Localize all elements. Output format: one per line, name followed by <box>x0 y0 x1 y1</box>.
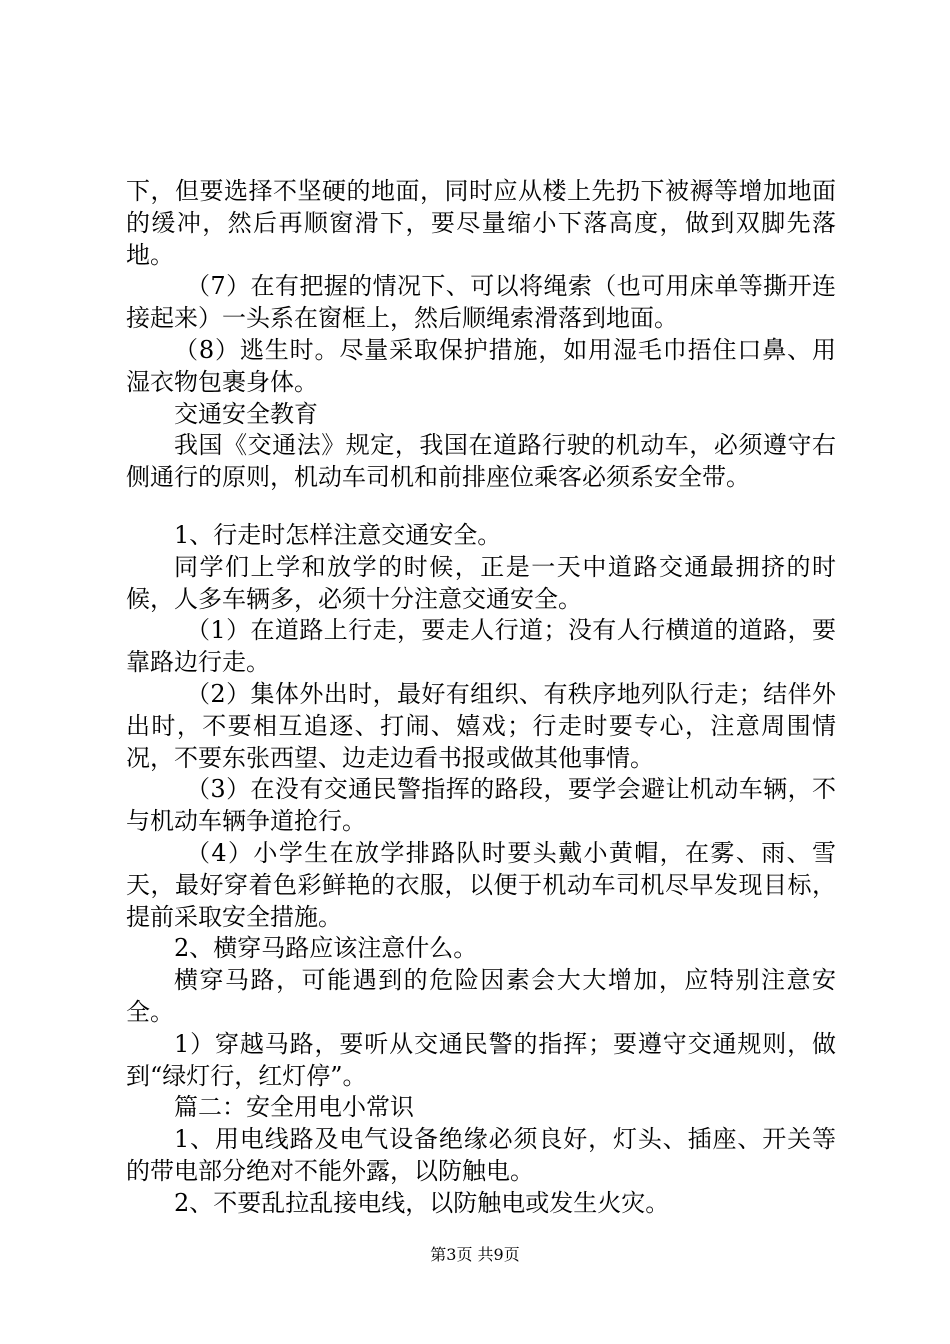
section-heading-electricity: 篇二：安全用电小常识 <box>174 1093 414 1122</box>
paragraph-1: 下，但要选择不坚硬的地面，同时应从楼上先扔下被褥等增加地面的缓冲，然后再顺窗滑下，要尽量缩小下落高度，做到双脚先落地。 <box>126 177 836 269</box>
paragraph-9: （4）小学生在放学排路队时要头戴小黄帽，在雾、雨、雪天，最好穿着色彩鲜艳的衣服，以便于机动车司机尽早发现目标，提前采取安全措施。 <box>126 838 836 931</box>
page-footer: 第3页 共9页 <box>430 1245 520 1264</box>
subheading-crossing: 2、横穿马路应该注意什么。 <box>174 934 478 963</box>
document-body <box>126 176 836 1220</box>
paragraph-12: 1、用电线路及电气设备绝缘必须良好，灯头、插座、开关等的带电部分绝对不能外露，以防触电。 <box>126 1125 836 1185</box>
section-heading-traffic: 交通安全教育 <box>174 399 318 428</box>
paragraph-6: （1）在道路上行走，要走人行道；没有人行横道的道路，要靠路边行走。 <box>126 616 836 677</box>
paragraph-4: 我国《交通法》规定，我国在道路行驶的机动车，必须遵守右侧通行的原则，机动车司机和前排座位乘客必须系安全带。 <box>126 431 836 492</box>
paragraph-13: 2、不要乱拉乱接电线，以防触电或发生火灾。 <box>174 1188 670 1217</box>
subheading-walking: 1、行走时怎样注意交通安全。 <box>174 520 502 549</box>
paragraph-10: 横穿马路，可能遇到的危险因素会大大增加，应特别注意安全。 <box>126 966 836 1026</box>
paragraph-7: （2）集体外出时，最好有组织、有秩序地列队行走；结伴外出时，不要相互追逐、打闹、嬉戏；行走时要专心，注意周围情况，不要东张西望、边走边看书报或做其他事情。 <box>126 679 836 772</box>
paragraph-gap <box>126 494 836 520</box>
paragraph-5: 同学们上学和放学的时候，正是一天中道路交通最拥挤的时候，人多车辆多，必须十分注意交通安全。 <box>126 552 836 613</box>
paragraph-8: （3）在没有交通民警指挥的路段，要学会避让机动车辆，不与机动车辆争道抢行。 <box>126 775 836 836</box>
paragraph-3: （8）逃生时。尽量采取保护措施，如用湿毛巾捂住口鼻、用湿衣物包裹身体。 <box>126 335 836 396</box>
paragraph-2: （7）在有把握的情况下、可以将绳索（也可用床单等撕开连接起来）一头系在窗框上，然后顺绳索滑落到地面。 <box>126 272 836 333</box>
paragraph-11: 1）穿越马路，要听从交通民警的指挥；要遵守交通规则，做到“绿灯行，红灯停”。 <box>126 1029 836 1090</box>
